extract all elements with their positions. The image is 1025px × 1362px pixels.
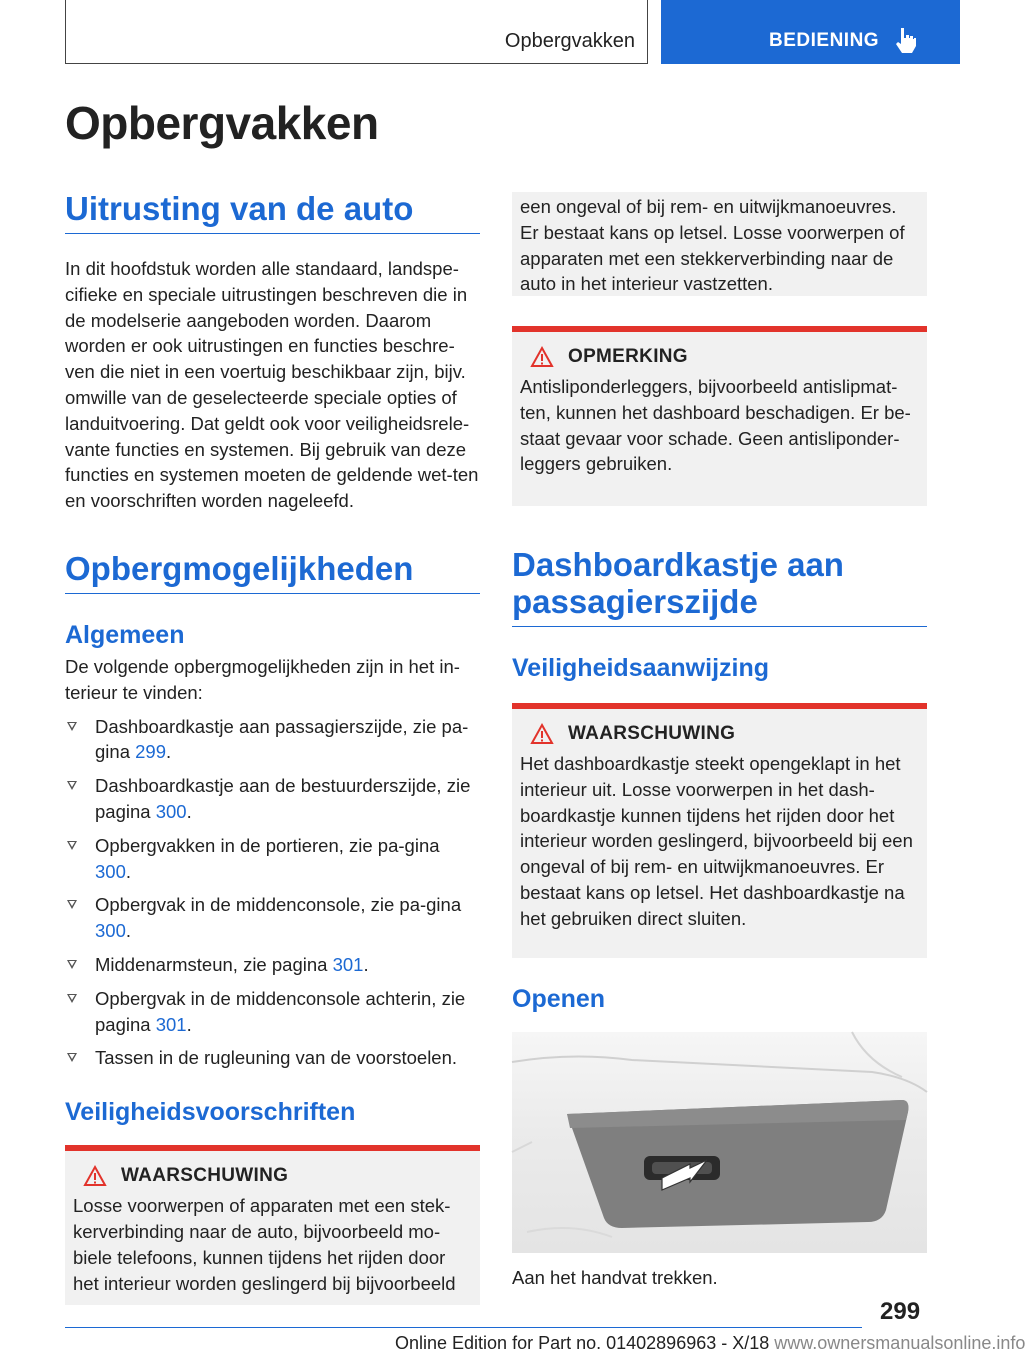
warning-triangle-icon [83, 1165, 107, 1187]
glovebox-heading: Dashboardkastje aan passagierszijde [512, 546, 927, 627]
footer-divider [65, 1327, 862, 1328]
footer-edition [395, 1333, 1025, 1354]
page-link[interactable]: 300 [155, 800, 187, 822]
glovebox-safety-heading: Veiligheidsaanwijzing [512, 654, 770, 682]
note-text: Antisliponderleggers, bijvoorbeeld antislipmat-ten, kunnen het dashboard beschadigen. Er be-staat gevaar voor schade. Geen antisliponder-leggers gebruiken. [520, 376, 911, 475]
general-heading: Algemeen [65, 620, 185, 649]
watermark[interactable]: www.ownersmanualsonline.info [774, 1333, 1025, 1353]
storage-list [65, 714, 480, 1072]
glovebox-warning-text: Het dashboardkastje steekt opengeklapt in het interieur uit. Losse voorwerpen in het dash-boardkastje kunnen tijdens het rijden door het interieur worden geslingerd, bijvoorbeeld bij een ongeval of bij rem- en uitwijkmanoeuvres. Er bestaat kans op letsel. Het dashboardkastje na het gebruiken direct sluiten. [520, 753, 913, 929]
edition-text: Online Edition for Part no. 01402896963 - X/18 [395, 1333, 770, 1353]
triangle-bullet-icon [67, 722, 77, 731]
triangle-bullet-icon [67, 841, 77, 850]
open-heading: Openen [512, 985, 606, 1013]
triangle-bullet-icon [67, 960, 77, 969]
warning-text: Losse voorwerpen of apparaten met een stek-kerverbinding naar de auto, bijvoorbeeld mo-biele telefoons, kunnen tijdens het rijden door het interieur worden geslingerd bij bijvoorbeeld [73, 1195, 456, 1294]
header-section-title: Opbergvakken [504, 30, 635, 52]
hand-pointer-icon [895, 26, 917, 54]
general-text: De volgende opbergmogelijkheden zijn in het in-terieur te vinden: [65, 655, 460, 703]
header-section-box [65, 0, 648, 64]
left-column [65, 190, 480, 1305]
warning-box [65, 1145, 480, 1305]
header-chapter-label: BEDIENING [769, 30, 880, 51]
list-item: Tassen in de rugleuning van de voorstoelen. [65, 1045, 480, 1071]
list-item: Dashboardkastje aan passagierszijde, zie pa-gina 299. [65, 714, 480, 766]
warning-triangle-icon [530, 723, 554, 745]
page-link[interactable]: 300 [95, 860, 126, 882]
glovebox-photo [512, 1032, 927, 1253]
page-link[interactable]: 299 [135, 741, 166, 763]
equipment-heading: Uitrusting van de auto [65, 190, 480, 234]
photo-caption: Aan het handvat trekken. [512, 1267, 718, 1288]
note-label: OPMERKING [568, 346, 688, 367]
glovebox-warning-label: WAARSCHUWING [568, 723, 736, 744]
triangle-bullet-icon [67, 994, 77, 1003]
warning-text-continued: een ongeval of bij rem- en uitwijkmanoeuvres. Er bestaat kans op letsel. Losse voorwerpen of apparaten met een stekkerverbinding naar de auto in het interieur vastzetten. [520, 196, 905, 295]
page-title: Opbergvakken [65, 97, 379, 149]
list-item: Middenarmsteun, zie pagina 301. [65, 952, 480, 978]
page-link[interactable]: 300 [95, 920, 126, 942]
header-chapter-tab[interactable] [661, 0, 960, 64]
warning-triangle-icon [530, 346, 554, 368]
equipment-text: In dit hoofdstuk worden alle standaard, landspe-cifieke en speciale uitrustingen beschreven die in de modelserie aangeboden worden. Daarom worden er ook uitrustingen en functies beschre-ven die niet in een voertuig beschikbaar zijn, bijv. omwille van de geselecteerde speciale opties of landuitvoering. Dat geldt ook voor veiligheidsrele-vante functies en systemen. Bij gebruik van deze functies en systemen moeten de geldende wet-ten en voorschriften worden nageleefd. [65, 258, 479, 512]
glovebox-warning-box [512, 703, 927, 958]
warning-box-continued [512, 192, 927, 296]
page-number: 299 [880, 1298, 921, 1325]
page-link[interactable]: 301 [332, 953, 364, 975]
list-item: Dashboardkastje aan de bestuurderszijde, zie pagina 300. [65, 773, 480, 825]
list-item: Opbergvak in de middenconsole, zie pa-gina 300. [65, 892, 480, 944]
list-item: Opbergvakken in de portieren, zie pa-gina 300. [65, 833, 480, 885]
list-item: Opbergvak in de middenconsole achterin, zie pagina 301. [65, 986, 480, 1038]
triangle-bullet-icon [67, 781, 77, 790]
page-link[interactable]: 301 [155, 1013, 187, 1035]
storage-heading: Opbergmogelijkheden [65, 550, 480, 594]
glovebox-illustration [512, 1032, 927, 1253]
warning-label: WAARSCHUWING [121, 1165, 289, 1187]
safety-heading: Veiligheidsvoorschriften [65, 1098, 356, 1127]
note-box [512, 326, 927, 506]
triangle-bullet-icon [67, 900, 77, 909]
right-column [512, 192, 927, 1291]
triangle-bullet-icon [67, 1053, 77, 1062]
